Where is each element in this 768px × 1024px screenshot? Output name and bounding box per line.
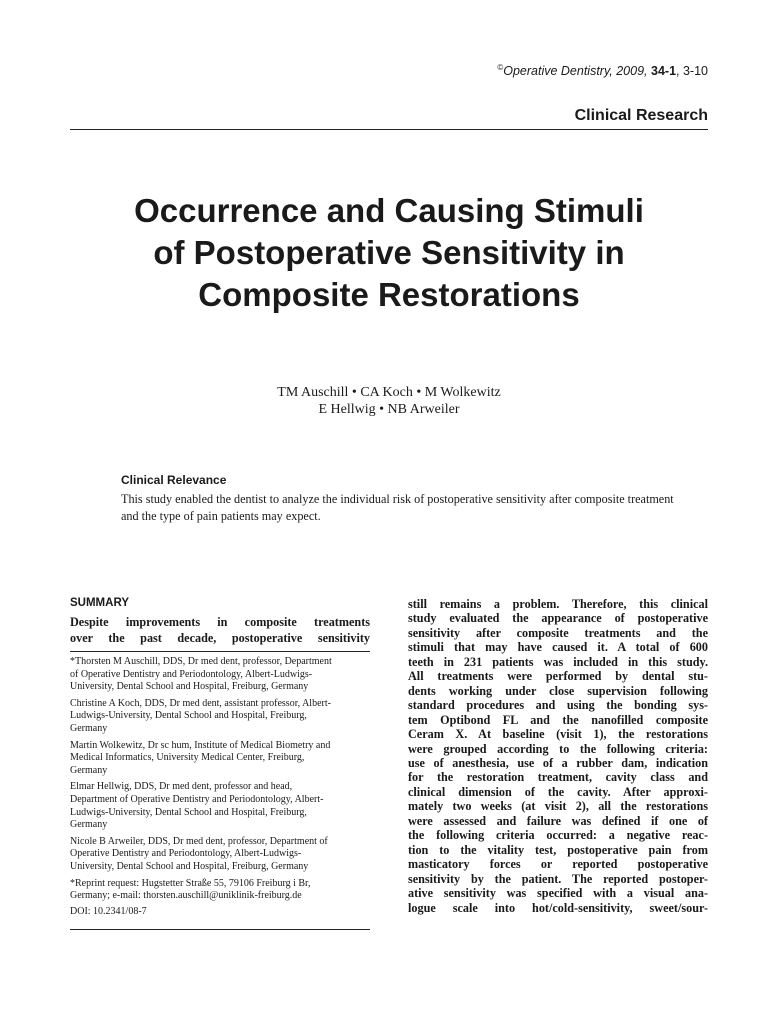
journal-name: Operative Dentistry, 2009, [503, 64, 648, 79]
affiliation-line: Germany; e-mail: thorsten.auschill@uniklinik-freiburg.de [70, 890, 302, 902]
affiliation-line: *Reprint request: Hugstetter Straße 55, 79106 Freiburg i Br, [70, 877, 311, 889]
affiliation-arweiler [70, 836, 370, 874]
affiliation-line: of Operative Dentistry and Periodontology, Albert-Ludwigs- [70, 668, 313, 680]
affiliation-wolkewitz [70, 740, 370, 778]
affiliation-line: *Thorsten M Auschill, DDS, Dr med dent, professor, Department [70, 656, 332, 667]
summary-line: dents working under close supervision following [408, 683, 708, 698]
summary-line: ative sensitivity was specified with a visual ana- [408, 886, 708, 901]
doi: DOI: 10.2341/08-7 [70, 905, 147, 917]
title-line: Occurrence and Causing Stimuli [134, 192, 644, 229]
summary-line: tion to the vitality test, postoperative pain from [408, 842, 708, 857]
summary-line: All treatments were performed by dental stu- [408, 669, 708, 684]
affiliations-footnote [70, 656, 370, 918]
journal-volume: 34-1 [651, 64, 677, 79]
summary-line: Ceram X. At baseline (visit 1), the restorations [408, 727, 708, 742]
summary-line: the following criteria occurred: a negative reac- [408, 828, 708, 843]
affiliation-line: Operative Dentistry and Periodontology, Albert-Ludwigs- [70, 848, 302, 860]
summary-line: were assessed and failure was defined if one of [408, 813, 708, 828]
affiliation-line: Ludwigs-University, Dental School and Hospital, Freiburg, [70, 710, 307, 722]
author-list [70, 384, 708, 418]
summary-heading: SUMMARY [70, 597, 129, 609]
section-label: Clinical Research [574, 107, 708, 124]
affiliation-line: Elmar Hellwig, DDS, Dr med dent, professor and head, [70, 781, 293, 793]
affiliation-line: University, Dental School and Hospital, Freiburg, Germany [70, 681, 309, 693]
journal-citation [497, 63, 708, 78]
affiliation-koch [70, 698, 370, 736]
affiliation-line: Nicole B Arweiler, DDS, Dr med dent, professor, Department of [70, 835, 328, 847]
reprint-request [70, 878, 370, 903]
summary-line: for the restoration treatment, cavity class and [408, 770, 708, 785]
title-line: of Postoperative Sensitivity in [153, 234, 625, 271]
summary-line: Despite improvements in composite treatments [70, 615, 370, 629]
author-line: E Hellwig • NB Arweiler [318, 402, 460, 417]
title-line: Composite Restorations [198, 276, 580, 313]
copyright-symbol: © [497, 63, 504, 72]
summary-line: were grouped according to the following criteria: [408, 741, 708, 756]
affiliation-line: Christine A Koch, DDS, Dr med dent, assistant professor, Albert- [70, 697, 331, 709]
summary-line: sensitivity by the patient. The reported postoper- [408, 871, 708, 886]
summary-line: still remains a problem. Therefore, this clinical [408, 597, 708, 611]
affiliation-line: Ludwigs-University, Dental School and Hospital, Freiburg, [70, 806, 307, 818]
summary-line: over the past decade, postoperative sensitivity [70, 630, 370, 645]
article-title [70, 190, 708, 316]
journal-pages: , 3-10 [676, 64, 708, 79]
header-divider [70, 129, 708, 130]
summary-line: sensitivity after composite treatments and the [408, 625, 708, 640]
summary-line: clinical dimension of the cavity. After approxi- [408, 784, 708, 799]
affiliation-line: Germany [70, 722, 108, 734]
affiliation-line: Germany [70, 764, 108, 776]
summary-line: mately two weeks (at visit 2), all the restorations [408, 799, 708, 814]
affiliations-bottom-divider [70, 929, 370, 930]
summary-line: masticatory forces or reported postoperative [408, 857, 708, 872]
affiliations-divider [70, 651, 370, 652]
affiliation-line: Germany [70, 819, 108, 831]
summary-line: stimuli that may have caused it. A total of 600 [408, 640, 708, 655]
summary-line: teeth in 231 patients was included in this study. [408, 654, 708, 669]
summary-line: tem Optibond FL and the nanofilled composite [408, 712, 708, 727]
summary-line: use of anesthesia, use of a rubber dam, indication [408, 755, 708, 770]
author-line: TM Auschill • CA Koch • M Wolkewitz [277, 385, 501, 400]
affiliation-line: University, Dental School and Hospital, Freiburg, Germany [70, 860, 309, 872]
summary-line: standard procedures and using the bonding sys- [408, 698, 708, 713]
clinical-relevance-text: This study enabled the dentist to analyze the individual risk of postoperative sensitivity after composite treatment and the type of pain patients may expect. [121, 492, 674, 523]
affiliation-hellwig [70, 781, 370, 831]
affiliation-auschill [70, 656, 370, 694]
summary-text-right [408, 597, 708, 915]
summary-line: logue scale into hot/cold-sensitivity, sweet/sour- [408, 900, 708, 915]
summary-text-left [70, 615, 370, 646]
clinical-relevance-heading: Clinical Relevance [121, 473, 227, 487]
affiliation-line: Martin Wolkewitz, Dr sc hum, Institute of Medical Biometry and [70, 739, 331, 751]
summary-line: study evaluated the appearance of postoperative [408, 611, 708, 626]
affiliation-line: Department of Operative Dentistry and Periodontology, Albert- [70, 793, 324, 805]
affiliation-line: Medical Informatics, University Medical Center, Freiburg, [70, 752, 305, 764]
